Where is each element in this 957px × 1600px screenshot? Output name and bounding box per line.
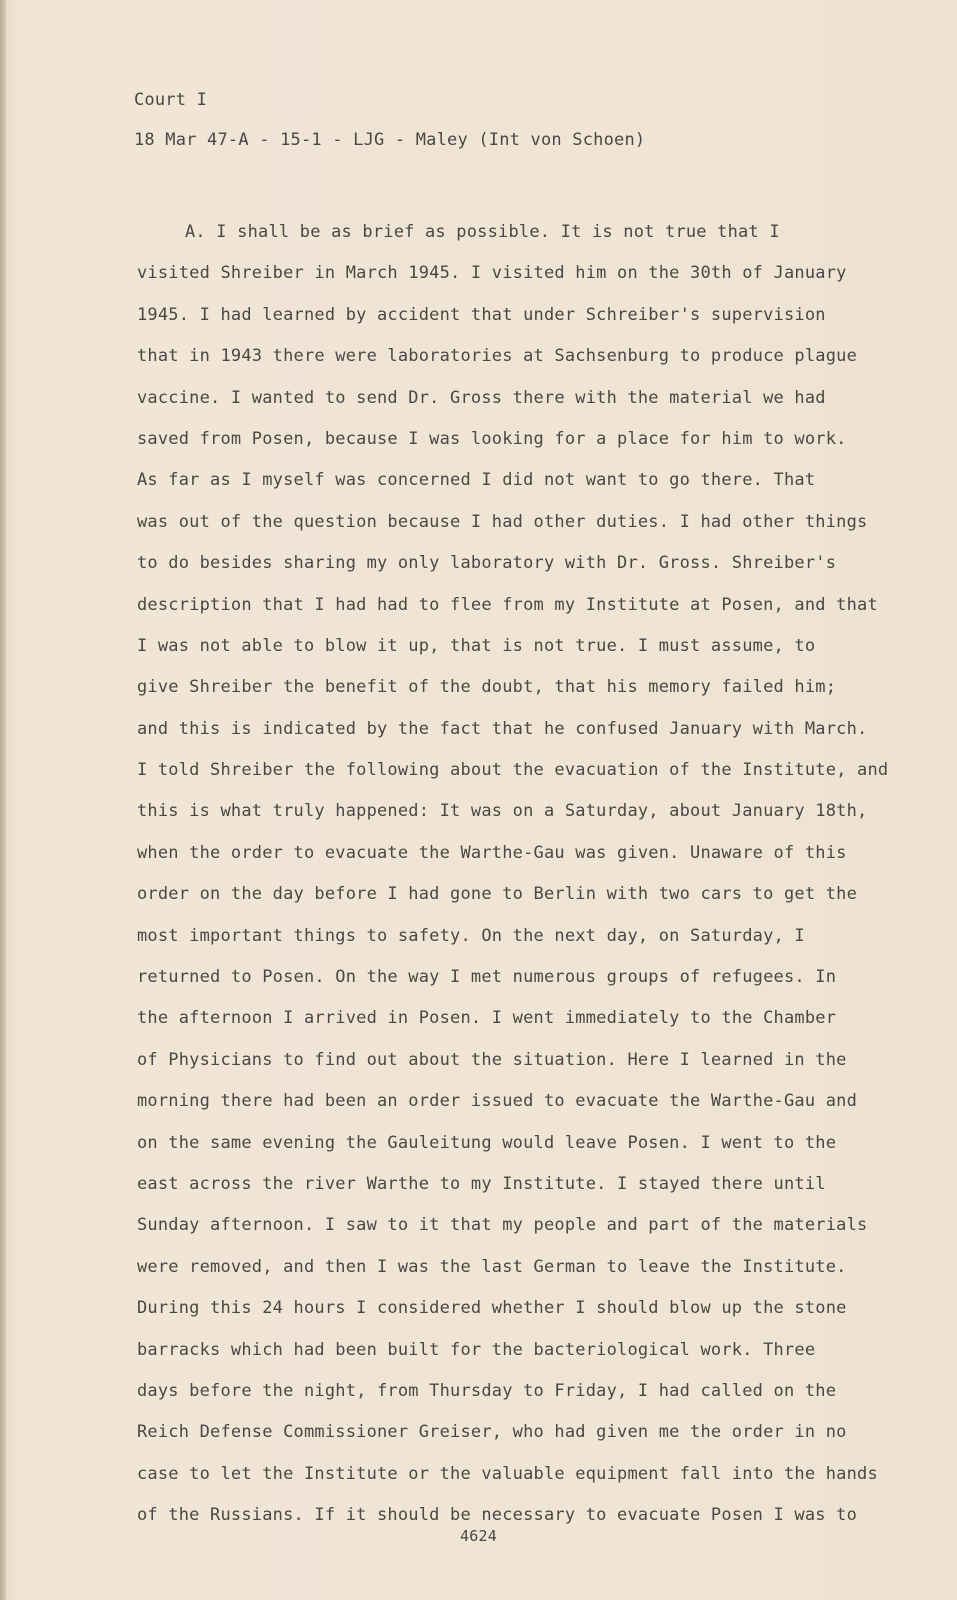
court-label: Court I <box>134 90 208 110</box>
transcript-line: morning there had been an order issued to evacuate the Warthe-Gau and <box>137 1091 858 1112</box>
transcript-line: was out of the question because I had other duties. I had other things <box>137 511 868 532</box>
transcript-line: As far as I myself was concerned I did not want to go there. That <box>137 470 816 491</box>
transcript-line: on the same evening the Gauleitung would leave Posen. I went to the <box>137 1132 837 1153</box>
transcript-line: when the order to evacuate the Warthe-Gau was given. Unaware of this <box>137 842 847 863</box>
transcript-line: that in 1943 there were laboratories at Sachsenburg to produce plague <box>137 346 858 367</box>
transcript-line: to do besides sharing my only laboratory with Dr. Gross. Shreiber's <box>137 553 837 574</box>
transcript-line: saved from Posen, because I was looking for a place for him to work. <box>137 428 847 449</box>
transcript-line: Reich Defense Commissioner Greiser, who had given me the order in no <box>137 1422 847 1443</box>
transcript-line: east across the river Warthe to my Institute. I stayed there until <box>137 1173 826 1194</box>
document-reference: 18 Mar 47-A - 15-1 - LJG - Maley (Int von Schoen) <box>134 130 646 150</box>
transcript-line: During this 24 hours I considered whether I should blow up the stone <box>137 1298 847 1319</box>
transcript-line: vaccine. I wanted to send Dr. Gross there with the material we had <box>137 387 826 408</box>
page-spine-shadow <box>0 0 6 1600</box>
transcript-line: were removed, and then I was the last German to leave the Institute. <box>137 1256 847 1277</box>
transcript-line: give Shreiber the benefit of the doubt, that his memory failed him; <box>137 677 837 698</box>
transcript-line: 1945. I had learned by accident that under Schreiber's supervision <box>137 304 826 325</box>
transcript-line: this is what truly happened: It was on a Saturday, about January 18th, <box>137 801 868 822</box>
transcript-line: most important things to safety. On the next day, on Saturday, I <box>137 925 805 946</box>
transcript-line: of Physicians to find out about the situation. Here I learned in the <box>137 1049 847 1070</box>
transcript-line: and this is indicated by the fact that he confused January with March. <box>137 718 868 739</box>
transcript-body <box>137 212 937 1537</box>
transcript-line: Sunday afternoon. I saw to it that my people and part of the materials <box>137 1215 868 1236</box>
transcript-line: case to let the Institute or the valuable equipment fall into the hands <box>137 1463 878 1484</box>
transcript-line: description that I had had to flee from my Institute at Posen, and that <box>137 594 878 615</box>
transcript-line: returned to Posen. On the way I met numerous groups of refugees. In <box>137 967 837 988</box>
transcript-line: order on the day before I had gone to Berlin with two cars to get the <box>137 884 858 905</box>
transcript-line: I was not able to blow it up, that is not true. I must assume, to <box>137 635 816 656</box>
transcript-line: barracks which had been built for the bacteriological work. Three <box>137 1339 816 1360</box>
transcript-line: A. I shall be as brief as possible. It is not true that I <box>185 222 780 242</box>
transcript-line: of the Russians. If it should be necessary to evacuate Posen I was to <box>137 1505 858 1526</box>
transcript-line: visited Shreiber in March 1945. I visited him on the 30th of January <box>137 263 847 284</box>
page-number: 4624 <box>460 1527 497 1545</box>
transcript-line: I told Shreiber the following about the evacuation of the Institute, and <box>137 760 889 781</box>
transcript-line: days before the night, from Thursday to Friday, I had called on the <box>137 1380 837 1401</box>
transcript-line: the afternoon I arrived in Posen. I went immediately to the Chamber <box>137 1008 837 1029</box>
